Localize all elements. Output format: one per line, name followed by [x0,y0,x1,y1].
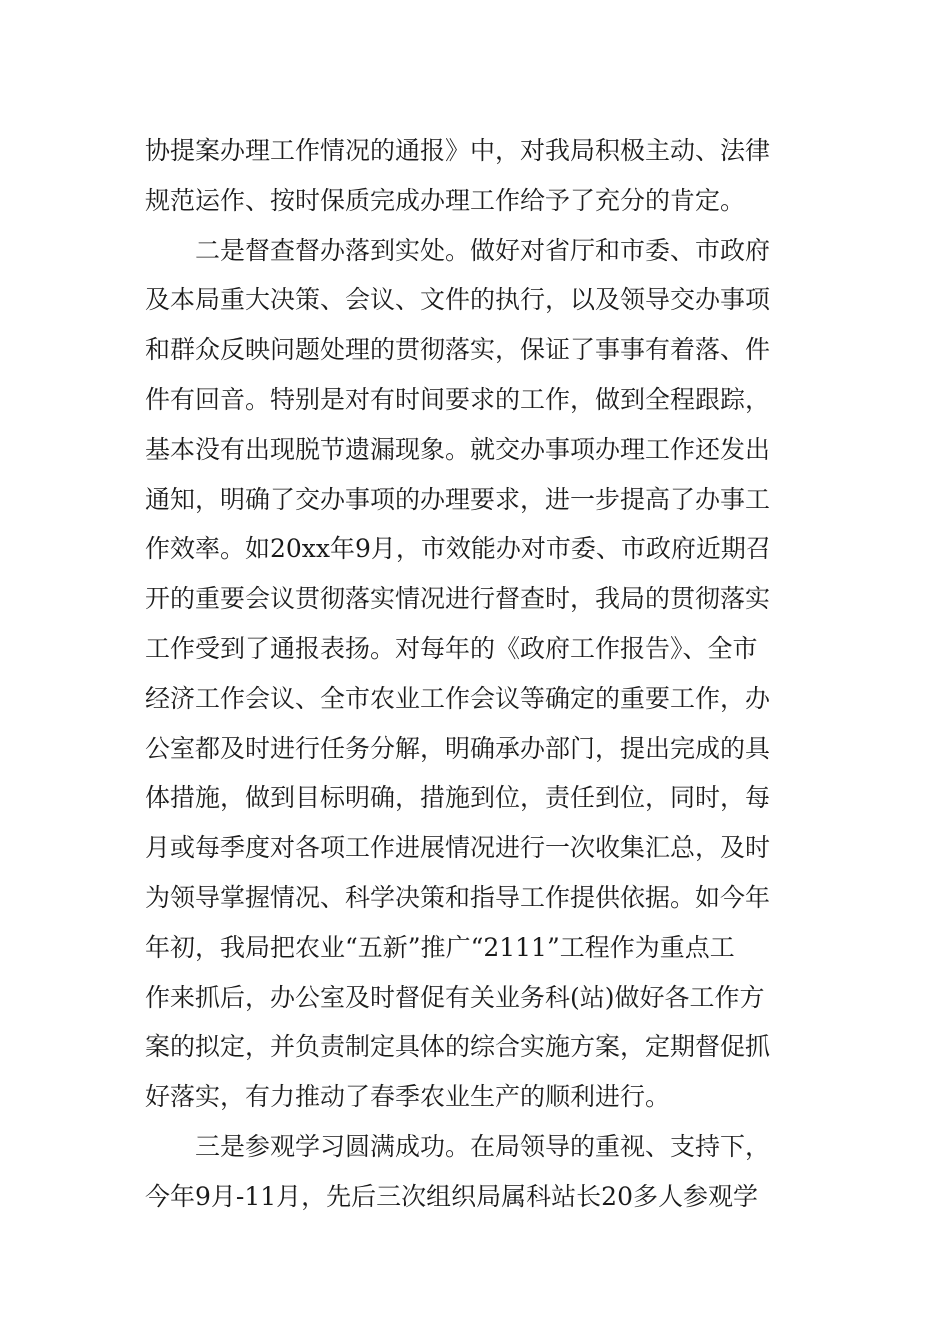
text-line: 月或每季度对各项工作进展情况进行一次收集汇总，及时 [145,833,771,863]
text-line: 协提案办理工作情况的通报》中，对我局积极主动、法律 [145,136,771,165]
text-line: 件有回音。特别是对有时间要求的工作，做到全程跟踪， [145,384,771,414]
text-line: 经济工作会议、全市农业工作会议等确定的重要工作，办 [145,683,771,713]
text-line: 规范运作、按时保质完成办理工作给予了充分的肯定。 [145,185,746,215]
text-line: 通知，明确了交办事项的办理要求，进一步提高了办事工 [145,484,771,514]
paragraph-start-line: 三是参观学习圆满成功。在局领导的重视、支持下， [195,1131,771,1161]
text-line: 基本没有出现脱节遗漏现象。就交办事项办理工作还发出 [145,434,771,464]
text-line: 为领导掌握情况、科学决策和指导工作提供依据。如今年 [145,882,771,912]
text-line: 好落实，有力推动了春季农业生产的顺利进行。 [145,1082,671,1112]
document-body [145,126,810,1222]
text-line: 及本局重大决策、会议、文件的执行，以及领导交办事项 [145,285,771,315]
text-line: 案的拟定，并负责制定具体的综合实施方案，定期督促抓 [145,1032,771,1062]
text-line: 作效率。如20xx年9月，市效能办对市委、市政府近期召 [145,534,771,564]
text-line: 作来抓后，办公室及时督促有关业务科(站)做好各工作方 [145,982,765,1012]
text-line: 今年9月-11月，先后三次组织局属科站长20多人参观学 [145,1181,758,1211]
text-line: 和群众反映问题处理的贯彻落实，保证了事事有着落、件 [145,335,771,365]
text-line: 年初，我局把农业“五新”推广“2111”工程作为重点工 [145,932,735,962]
text-line: 体措施，做到目标明确，措施到位，责任到位，同时，每 [145,783,771,813]
paragraph-start-line: 二是督查督办落到实处。做好对省厅和市委、市政府 [195,235,771,265]
text-line: 公室都及时进行任务分解，明确承办部门，提出完成的具 [145,733,771,763]
text-line: 开的重要会议贯彻落实情况进行督查时，我局的贯彻落实 [145,584,771,614]
text-line: 工作受到了通报表扬。对每年的《政府工作报告》、全市 [145,633,758,663]
